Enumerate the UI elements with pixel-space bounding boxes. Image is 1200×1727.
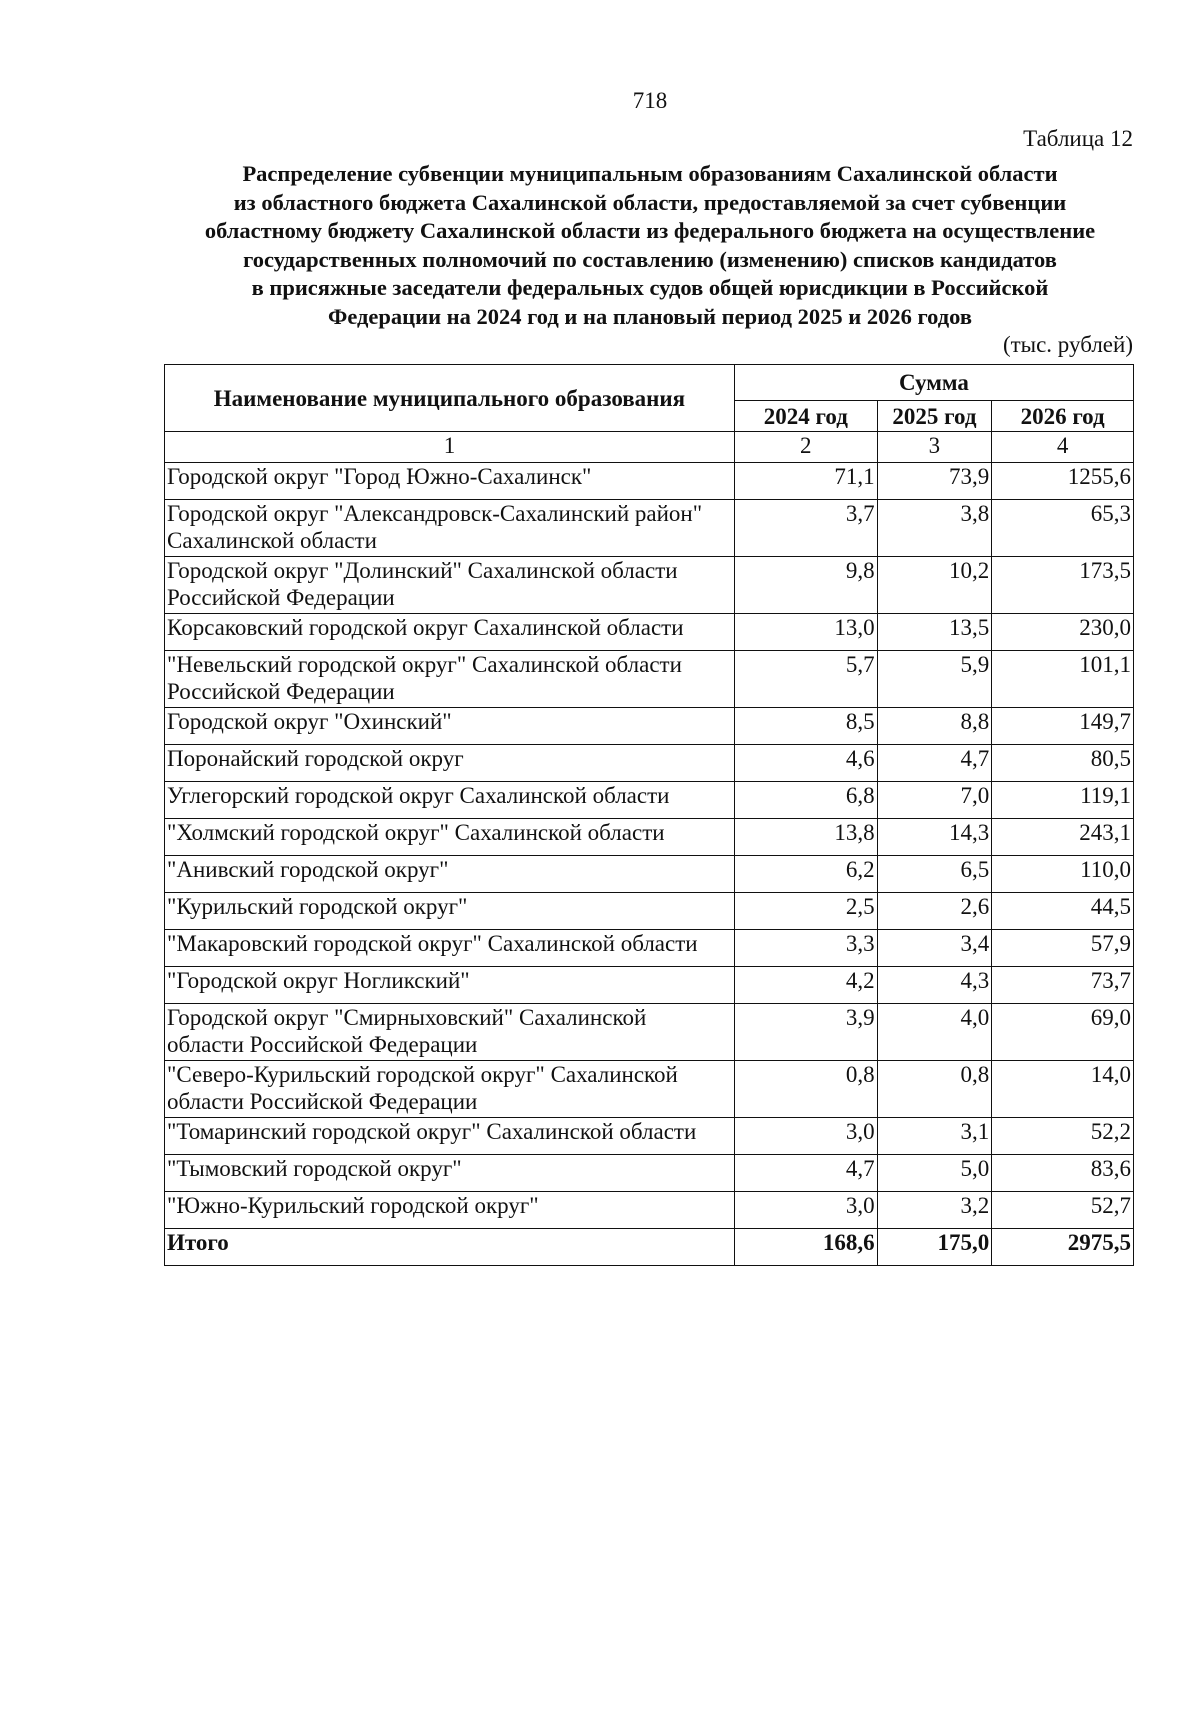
municipality-name-line: "Макаровский городской округ" Сахалинской области xyxy=(167,931,698,956)
amount-2025: 0,8 xyxy=(877,1061,992,1118)
amount-2025: 3,4 xyxy=(877,930,992,967)
municipality-name-line: Российской Федерации xyxy=(167,679,395,704)
amount-2026: 57,9 xyxy=(992,930,1134,967)
table-row xyxy=(165,1192,1134,1229)
municipality-name-line: "Северо-Курильский городской округ" Сахалинской xyxy=(167,1062,678,1087)
amount-2026: 69,0 xyxy=(992,1004,1134,1061)
table-row xyxy=(165,782,1134,819)
municipality-name-line: Городской округ "Долинский" Сахалинской области xyxy=(167,558,678,583)
amount-2025: 3,8 xyxy=(877,500,992,557)
header-year-2026: 2026 год xyxy=(992,401,1134,432)
table-body xyxy=(165,463,1134,1229)
amount-2026: 101,1 xyxy=(992,651,1134,708)
table-row xyxy=(165,500,1134,557)
amount-2024: 2,5 xyxy=(734,893,877,930)
table-row xyxy=(165,708,1134,745)
municipality-name xyxy=(165,708,735,745)
table-label: Таблица 12 xyxy=(1023,126,1133,151)
amount-2025: 3,1 xyxy=(877,1118,992,1155)
municipality-name-line: Корсаковский городской округ Сахалинской области xyxy=(167,615,684,640)
units-note: (тыс. рублей) xyxy=(1002,332,1133,357)
column-numbers-row xyxy=(165,432,1134,463)
amount-2025: 6,5 xyxy=(877,856,992,893)
amount-2026: 73,7 xyxy=(992,967,1134,1004)
table-row xyxy=(165,557,1134,614)
amount-2025: 14,3 xyxy=(877,819,992,856)
table-row xyxy=(165,819,1134,856)
amount-2024: 3,0 xyxy=(734,1192,877,1229)
municipality-name xyxy=(165,856,735,893)
amount-2024: 3,9 xyxy=(734,1004,877,1061)
header-name: Наименование муниципального образования xyxy=(165,365,735,432)
title-line: областному бюджету Сахалинской области из федерального бюджета на осуществление xyxy=(204,218,1096,243)
table-row xyxy=(165,1061,1134,1118)
total-2024: 168,6 xyxy=(734,1229,877,1266)
amount-2025: 10,2 xyxy=(877,557,992,614)
amount-2026: 230,0 xyxy=(992,614,1134,651)
amount-2024: 13,8 xyxy=(734,819,877,856)
amount-2026: 52,7 xyxy=(992,1192,1134,1229)
header-year-2024: 2024 год xyxy=(734,401,877,432)
title-line: из областного бюджета Сахалинской области, предоставляемой за счет субвенции xyxy=(233,189,1067,215)
municipality-name-line: "Холмский городской округ" Сахалинской области xyxy=(167,820,665,845)
amount-2026: 149,7 xyxy=(992,708,1134,745)
amount-2024: 5,7 xyxy=(734,651,877,708)
amount-2025: 4,3 xyxy=(877,967,992,1004)
amount-2026: 65,3 xyxy=(992,500,1134,557)
amount-2024: 4,6 xyxy=(734,745,877,782)
amount-2025: 4,0 xyxy=(877,1004,992,1061)
municipality-name-line: "Анивский городской округ" xyxy=(167,857,449,882)
municipality-name xyxy=(165,1118,735,1155)
column-number: 2 xyxy=(734,432,877,463)
subvention-table xyxy=(164,364,1134,1266)
amount-2024: 6,8 xyxy=(734,782,877,819)
municipality-name-line: "Городской округ Ногликский" xyxy=(167,968,470,993)
municipality-name xyxy=(165,614,735,651)
title-line: в присяжные заседатели федеральных судов общей юрисдикции в Российской xyxy=(251,275,1049,300)
column-number: 3 xyxy=(877,432,992,463)
amount-2026: 14,0 xyxy=(992,1061,1134,1118)
table-row xyxy=(165,967,1134,1004)
amount-2026: 52,2 xyxy=(992,1118,1134,1155)
header-year-2025: 2025 год xyxy=(877,401,992,432)
amount-2024: 4,7 xyxy=(734,1155,877,1192)
amount-2025: 5,0 xyxy=(877,1155,992,1192)
municipality-name xyxy=(165,819,735,856)
amount-2025: 5,9 xyxy=(877,651,992,708)
amount-2024: 9,8 xyxy=(734,557,877,614)
amount-2025: 4,7 xyxy=(877,745,992,782)
column-number: 4 xyxy=(992,432,1134,463)
amount-2026: 1255,6 xyxy=(992,463,1134,500)
table-row xyxy=(165,1004,1134,1061)
amount-2024: 3,3 xyxy=(734,930,877,967)
table-row xyxy=(165,930,1134,967)
amount-2026: 44,5 xyxy=(992,893,1134,930)
title-line: Распределение субвенции муниципальным образованиям Сахалинской области xyxy=(242,161,1058,186)
municipality-name xyxy=(165,967,735,1004)
total-label: Итого xyxy=(165,1229,735,1266)
amount-2024: 71,1 xyxy=(734,463,877,500)
amount-2025: 3,2 xyxy=(877,1192,992,1229)
amount-2024: 8,5 xyxy=(734,708,877,745)
amount-2024: 6,2 xyxy=(734,856,877,893)
amount-2025: 73,9 xyxy=(877,463,992,500)
municipality-name xyxy=(165,745,735,782)
municipality-name-line: Городской округ "Охинский" xyxy=(167,709,452,734)
amount-2024: 0,8 xyxy=(734,1061,877,1118)
table-row xyxy=(165,1155,1134,1192)
municipality-name-line: Городской округ "Город Южно-Сахалинск" xyxy=(167,464,592,489)
municipality-name xyxy=(165,1061,735,1118)
municipality-name-line: "Курильский городской округ" xyxy=(167,894,468,919)
municipality-name-line: "Невельский городской округ" Сахалинской области xyxy=(167,652,682,677)
municipality-name-line: Городской округ "Александровск-Сахалинский район" xyxy=(167,501,703,526)
amount-2025: 2,6 xyxy=(877,893,992,930)
total-2026: 2975,5 xyxy=(992,1229,1134,1266)
table-row xyxy=(165,856,1134,893)
municipality-name-line: "Тымовский городской округ" xyxy=(167,1156,462,1181)
municipality-name-line: "Томаринский городской округ" Сахалинской области xyxy=(167,1119,697,1144)
amount-2024: 3,7 xyxy=(734,500,877,557)
header-sum: Сумма xyxy=(734,365,1133,401)
municipality-name-line: Углегорский городской округ Сахалинской области xyxy=(167,783,670,808)
municipality-name xyxy=(165,1004,735,1061)
municipality-name xyxy=(165,557,735,614)
header-row xyxy=(165,365,1134,401)
amount-2025: 13,5 xyxy=(877,614,992,651)
municipality-name xyxy=(165,1155,735,1192)
amount-2026: 173,5 xyxy=(992,557,1134,614)
page-number: 718 xyxy=(632,88,668,113)
municipality-name xyxy=(165,1192,735,1229)
municipality-name-line: "Южно-Курильский городской округ" xyxy=(167,1193,539,1218)
municipality-name-line: Поронайский городской округ xyxy=(167,746,464,771)
amount-2026: 80,5 xyxy=(992,745,1134,782)
municipality-name xyxy=(165,463,735,500)
amount-2026: 243,1 xyxy=(992,819,1134,856)
municipality-name xyxy=(165,782,735,819)
amount-2026: 110,0 xyxy=(992,856,1134,893)
municipality-name xyxy=(165,930,735,967)
table-row xyxy=(165,745,1134,782)
municipality-name xyxy=(165,500,735,557)
title-line: Федерации на 2024 год и на плановый период 2025 и 2026 годов xyxy=(328,303,972,329)
municipality-name xyxy=(165,893,735,930)
amount-2024: 4,2 xyxy=(734,967,877,1004)
document-title xyxy=(150,160,1150,331)
table-row xyxy=(165,651,1134,708)
column-number: 1 xyxy=(165,432,735,463)
amount-2025: 8,8 xyxy=(877,708,992,745)
total-row xyxy=(165,1229,1134,1266)
table-row xyxy=(165,893,1134,930)
total-2025: 175,0 xyxy=(877,1229,992,1266)
table-row xyxy=(165,463,1134,500)
municipality-name xyxy=(165,651,735,708)
table-row xyxy=(165,614,1134,651)
amount-2026: 83,6 xyxy=(992,1155,1134,1192)
amount-2025: 7,0 xyxy=(877,782,992,819)
municipality-name-line: Российской Федерации xyxy=(167,585,395,610)
municipality-name-line: области Российской Федерации xyxy=(167,1089,478,1114)
amount-2026: 119,1 xyxy=(992,782,1134,819)
municipality-name-line: Сахалинской области xyxy=(167,528,377,553)
amount-2024: 3,0 xyxy=(734,1118,877,1155)
title-line: государственных полномочий по составлению (изменению) списков кандидатов xyxy=(243,246,1057,272)
municipality-name-line: области Российской Федерации xyxy=(167,1032,478,1057)
table-row xyxy=(165,1118,1134,1155)
municipality-name-line: Городской округ "Смирныховский" Сахалинской xyxy=(167,1005,647,1030)
amount-2024: 13,0 xyxy=(734,614,877,651)
